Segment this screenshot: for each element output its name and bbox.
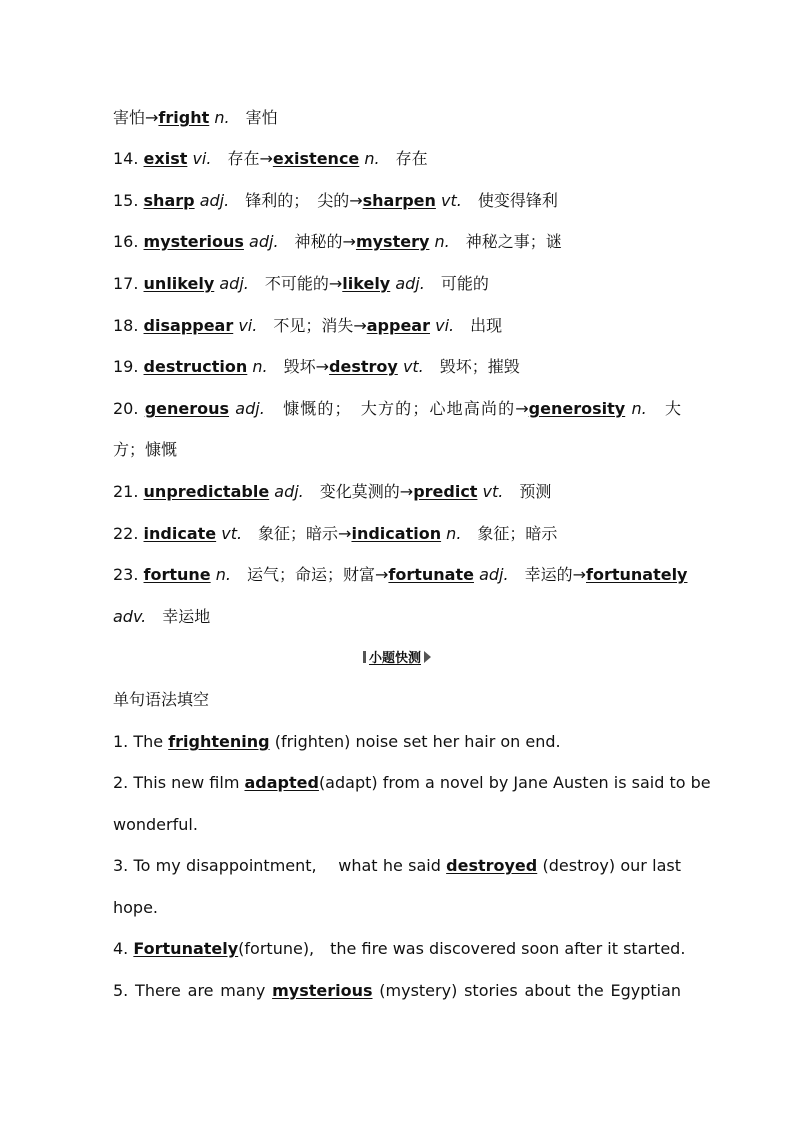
- part-of-speech: n.: [252, 357, 268, 376]
- text-run: 22.: [113, 524, 144, 543]
- answer-word: existence: [272, 149, 360, 168]
- part-of-speech: vt.: [221, 524, 243, 543]
- text-run: 21.: [113, 482, 144, 501]
- text-run: 可能的: [424, 274, 489, 293]
- answer-word: fortune: [143, 565, 211, 584]
- part-of-speech: vi.: [238, 316, 258, 335]
- text-run: 锋利的； 尖的→: [229, 191, 363, 210]
- text-run: 使变得锋利: [461, 191, 558, 210]
- answer-word: appear: [366, 316, 430, 335]
- text-run: 15.: [113, 191, 144, 210]
- vocab-line: [113, 190, 681, 212]
- vocab-line: [113, 273, 681, 295]
- part-of-speech: vi.: [192, 149, 212, 168]
- answer-word: mysterious: [272, 981, 373, 1000]
- text-run: 幸运地: [146, 607, 211, 626]
- text-run: hope.: [113, 898, 159, 917]
- part-of-speech: n.: [446, 524, 462, 543]
- part-of-speech: vt.: [482, 482, 504, 501]
- vocab-line: [113, 398, 681, 420]
- part-of-speech: vt.: [402, 357, 424, 376]
- section-header: [0, 650, 794, 668]
- text-run: 变化莫测的→: [303, 482, 414, 501]
- part-of-speech: n.: [215, 565, 231, 584]
- part-of-speech: n.: [364, 149, 380, 168]
- text-run: 幸运的→: [508, 565, 586, 584]
- text-run: 不见；消失→: [257, 316, 367, 335]
- vocab-line: [113, 107, 681, 129]
- text-run: wonderful.: [113, 815, 198, 834]
- answer-word: fright: [158, 108, 210, 127]
- text-run: (destroy) our last: [537, 856, 682, 875]
- text-run: 害怕: [229, 108, 278, 127]
- exercise-line: [113, 855, 681, 877]
- text-run: 存在: [379, 149, 428, 168]
- vocab-line: [113, 564, 688, 586]
- text-run: 1. The: [113, 732, 169, 751]
- answer-word: mystery: [355, 232, 430, 251]
- text-run: 象征；暗示→: [242, 524, 352, 543]
- answer-word: indicate: [143, 524, 217, 543]
- text-run: 19.: [113, 357, 144, 376]
- exercise-line: [113, 731, 681, 753]
- answer-word: disappear: [143, 316, 234, 335]
- exercise-line: [113, 897, 681, 919]
- text-run: 5. There are many: [113, 981, 273, 1000]
- text-run: 大: [646, 399, 681, 418]
- text-run: 象征；暗示: [461, 524, 558, 543]
- text-run: 存在→: [211, 149, 273, 168]
- exercise-title: 单句语法填空: [113, 690, 210, 709]
- answer-word: generous: [144, 399, 230, 418]
- text-run: 16.: [113, 232, 144, 251]
- answer-word: sharp: [143, 191, 195, 210]
- part-of-speech: vt.: [441, 191, 462, 210]
- answer-word: unpredictable: [143, 482, 270, 501]
- vocab-line: [113, 231, 681, 253]
- part-of-speech: adv.: [113, 607, 147, 626]
- text-run: 害怕→: [113, 108, 159, 127]
- answer-word: adapted: [244, 773, 319, 792]
- vocab-line: [113, 356, 681, 378]
- text-run: 20.: [113, 399, 145, 418]
- answer-word: Fortunately: [133, 939, 239, 958]
- section-bar-icon: [363, 651, 366, 663]
- answer-word: destruction: [143, 357, 248, 376]
- section-label: 小题快测: [368, 651, 421, 666]
- answer-word: likely: [342, 274, 391, 293]
- vocab-line: [113, 523, 681, 545]
- text-run: (adapt) from a novel by Jane Austen is said to be: [318, 773, 711, 792]
- part-of-speech: n.: [631, 399, 647, 418]
- text-run: 23.: [113, 565, 144, 584]
- part-of-speech: adj.: [249, 232, 279, 251]
- text-run: 17.: [113, 274, 144, 293]
- part-of-speech: adj.: [235, 399, 265, 418]
- answer-word: predict: [413, 482, 478, 501]
- vocab-line: [113, 481, 681, 503]
- text-run: 预测: [503, 482, 552, 501]
- text-run: 不可能的→: [248, 274, 343, 293]
- vocab-line: [113, 439, 681, 461]
- exercise-line: [113, 814, 681, 836]
- answer-word: sharpen: [362, 191, 436, 210]
- vocab-line: [113, 148, 681, 170]
- answer-word: unlikely: [143, 274, 215, 293]
- answer-word: indication: [351, 524, 442, 543]
- part-of-speech: adj.: [219, 274, 249, 293]
- text-run: 慷慨的； 大方的；心地高尚的→: [264, 399, 529, 418]
- text-run: 14.: [113, 149, 144, 168]
- answer-word: mysterious: [143, 232, 244, 251]
- answer-word: generosity: [528, 399, 626, 418]
- part-of-speech: adj.: [479, 565, 509, 584]
- answer-word: exist: [143, 149, 188, 168]
- text-run: 神秘的→: [278, 232, 356, 251]
- answer-word: frightening: [168, 732, 270, 751]
- text-run: 18.: [113, 316, 144, 335]
- part-of-speech: vi.: [435, 316, 455, 335]
- text-run: (mystery) stories about the Egyptian: [372, 981, 682, 1000]
- part-of-speech: n.: [434, 232, 450, 251]
- answer-word: fortunately: [586, 565, 688, 584]
- text-run: 方；慷慨: [113, 440, 178, 459]
- part-of-speech: adj.: [199, 191, 230, 210]
- answer-word: fortunate: [388, 565, 474, 584]
- text-run: 毁坏→: [267, 357, 330, 376]
- text-run: 毁坏；摧毁: [423, 357, 520, 376]
- text-run: 4.: [113, 939, 134, 958]
- text-run: 3. To my disappointment, what he said: [113, 856, 447, 875]
- section-arrow-icon: [424, 651, 431, 663]
- text-run: 出现: [454, 316, 503, 335]
- exercise-line: [113, 772, 711, 794]
- exercise-line: [113, 938, 686, 960]
- text-run: (frighten) noise set her hair on end.: [269, 732, 561, 751]
- text-run: 神秘之事；谜: [449, 232, 562, 251]
- part-of-speech: n.: [214, 108, 230, 127]
- text-run: 运气；命运；财富→: [230, 565, 389, 584]
- answer-word: destroy: [329, 357, 398, 376]
- answer-word: destroyed: [446, 856, 538, 875]
- part-of-speech: adj.: [395, 274, 425, 293]
- vocab-line: [113, 606, 681, 628]
- text-run: 2. This new film: [113, 773, 245, 792]
- vocab-line: [113, 315, 681, 337]
- text-run: (fortune), the fire was discovered soon after it started.: [238, 939, 686, 958]
- part-of-speech: adj.: [274, 482, 304, 501]
- exercise-line: [113, 980, 681, 1002]
